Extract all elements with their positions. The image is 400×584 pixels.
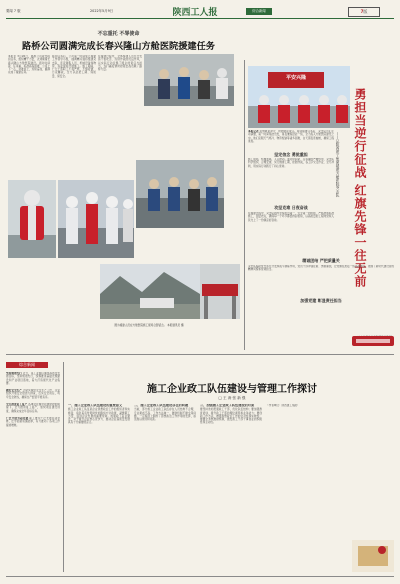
left-item-2-body: 为切实做好安全生产工作，企业组织开展安全隐患大排查，压实安全责任，筑牢安全防线，确保生产经营平稳有序。 — [6, 389, 60, 399]
group-illustration — [58, 180, 134, 258]
feature-divider — [244, 60, 245, 350]
lead-photo-gate — [200, 264, 240, 319]
lead-paragraph-2: 接到任务后，公司第一时间成立援建工作领导小组，抽调精兵强将组建突击队，连夜调集人员、机械设备和物资，奔赴现场开展施工。施工期间，广大干部职工不畏严寒、不惧疫情，日夜鏖战，全力以赴抢工期、保质量、保安全。 — [52, 55, 96, 78]
bottom-column-5 — [332, 404, 394, 536]
lead-photo-group — [58, 180, 134, 258]
left-item-3-title: 全力推进复工复产 — [6, 403, 28, 407]
feature-intro — [248, 130, 334, 150]
lead-caption-bottom: 图为援建人员在方舱医院施工现场合影留念。 本报通讯员 摄 — [114, 324, 184, 327]
lead-photo-site — [136, 160, 224, 228]
site-illustration — [136, 160, 224, 228]
feature-section-4-block — [248, 265, 394, 295]
section-tag: 综合新闻 — [246, 8, 272, 15]
left-item-4-title: 广泛开展劳动竞赛 — [6, 416, 29, 420]
bottom-section-3-heading: 三、加强施工企业政工队伍建设的对策 — [200, 404, 255, 407]
lead-column-3 — [98, 55, 142, 107]
page-label: 版 — [363, 9, 368, 14]
lead-paragraph-3: 在援建过程中，全体参建人员充分发扬不怕吃苦、连续作战的优良作风，以实际行动诠释了国企的责任与担当，为打赢疫情防控阻击战贡献了路桥力量。 — [98, 55, 142, 72]
middle-rule — [6, 354, 394, 355]
bottom-column-2 — [134, 404, 196, 569]
workers-illustration — [144, 54, 234, 106]
left-column-list — [6, 372, 60, 566]
ornament-icon — [352, 336, 394, 346]
feature-section-4-heading: 加强党建 彰显责任担当 — [300, 298, 342, 303]
landscape-illustration — [100, 264, 200, 319]
feature-section-2-heading: 攻坚克难 日夜奋战 — [274, 205, 308, 210]
feature-vertical-title: 勇担当逆行征战 红旗先锋一往无前 — [353, 88, 367, 289]
left-item-4-body: 职工群众广泛开展劳动竞赛，比学赶超氛围浓厚，有力推动了各项工作提质增效。 — [6, 416, 60, 427]
stamp-illustration — [352, 540, 394, 572]
bottom-headline: 施工企业政工队伍建设与管理工作探讨 — [147, 384, 317, 395]
lead-column-2 — [52, 55, 96, 107]
feature-section-3-body: 在援建过程中，突击队始终坚持质量第一、安全第一的原则，严格按照标准施工，层层把关，确保每一个环节都经得起检验，以高质量的工程向党和人民交上了一份满意的答卷。 — [248, 212, 334, 222]
lead-paragraph-1: 本报讯 3月26日，路桥公司紧急接到任务，组织精干力量，火速驰援长春兴隆山方舱医院建设。面对时间紧、任务重、标准高等困难，公司上下一心，迎难而上，连续奋战，圆满完成了援建任务。 — [8, 55, 50, 75]
bottom-illustration — [352, 540, 394, 572]
header-rule — [6, 18, 394, 19]
left-column-header: 综合新闻 — [6, 362, 48, 368]
lead-column-1 — [8, 55, 50, 107]
bottom-section-1-heading: 一、施工企业政工队伍建设的重要意义 — [68, 404, 123, 407]
feature-ornament — [352, 336, 394, 346]
left-item-1-title: 坚持规划先行 — [6, 372, 22, 375]
bottom-byline: □ 王 涛 张 新 强 — [218, 396, 246, 400]
feature-section-3-heading: 精诚团结 严把质量关 — [302, 258, 340, 263]
lead-photo-landscape — [100, 264, 200, 319]
lead-photo-vest-worker — [8, 180, 56, 258]
bottom-section-2-body: 当前，部分施工企业政工队伍存在人员结构不合理、专业素质不高、工作方法单一、激励机制不健全等问题，一定程度上制约了思想政治工作作用的发挥，亟需加以改进和完善。 — [134, 408, 196, 422]
bottom-column-4 — [266, 404, 328, 569]
feature-banner-photo — [248, 66, 350, 128]
feature-section-2-body: 施工现场，机械轰鸣，人头攒动。面对时间紧、任务重的严峻形势，突击队科学组织、合理安排，实行倒排工期，挂图作战，各工序交叉作业，全力冲刺，用实际行动践行了初心使命。 — [248, 158, 334, 168]
lead-headline: 路桥公司圆满完成长春兴隆山方舱医院援建任务 — [22, 41, 215, 52]
bottom-section-1-body: 施工企业政工队伍是企业思想政治工作的组织者和实施者，肩负着宣传贯彻党的路线方针政策、凝聚职工力量、促进企业发展的重要使命。加强政工队伍建设，对于提升企业核心竞争力、推动企业高质量发展具有十分重要的意义。 — [68, 408, 130, 425]
left-item-2 — [6, 389, 60, 399]
feature-section-4-body: 突击队临时党支部充分发挥战斗堡垒作用，党员干部冲锋在前、勇挑重担，让党旗在抗疫一线高高飘扬，展现了新时代建设者的精神风貌和使命担当。 — [248, 265, 394, 272]
left-item-1 — [6, 372, 60, 385]
bottom-rule — [6, 576, 394, 577]
bottom-column-1 — [68, 404, 130, 569]
page-header-date: 2022年5月9日 — [90, 9, 114, 13]
vest-worker-illustration — [8, 180, 56, 258]
bottom-section-3-body: 要坚持选好配强政工干部，优化队伍结构；要加强教育培训，提升政工干部的理论素养和业务能力；要创新工作方法，增强思想政治工作的针对性和实效性；要健全考核激励机制，激发政工干部干事创业的积极性和主动性。 — [200, 408, 262, 425]
lead-kicker: 不忘重托 不辱使命 — [97, 31, 140, 37]
bottom-section-2-heading: 二、施工企业政工队伍建设存在的问题 — [134, 404, 189, 407]
masthead: 陕西工人报 — [172, 8, 218, 18]
feature-byline: 本报记者 — [248, 130, 259, 133]
left-item-3 — [6, 403, 60, 413]
left-item-2-title: 做好安全生产 — [6, 389, 22, 393]
lead-photo-workers — [144, 54, 234, 106]
left-column-divider — [63, 362, 64, 572]
bottom-author-note: （作者单位：陕西建工集团） — [266, 404, 300, 407]
page-number-box — [348, 7, 380, 17]
left-item-3-body: 各单位在做好疫情防控的前提下，全力推进复工复产，加快项目建设进度，确保完成全年目标任务。 — [6, 403, 60, 413]
feature-section-2-block — [248, 158, 334, 200]
feature-section-1-body: 疫情就是命令，防控就是责任。接到援建任务后，突击队员们主动请缨，第一时间集结出发，星夜兼程赶赴一线，全力投入方舱医院建设之中。他们克服天气寒冷、物资短缺等诸多困难，白天黑夜连轴转，确保工程进度。 — [248, 130, 334, 143]
left-item-1-body: 近日，某工业园区围绕高质量发展目标，坚持规划先行，统筹推进基础设施建设和产业项目落地，着力打造现代化产业集群。 — [6, 372, 60, 385]
page-header-left: 要闻 7 版 — [6, 9, 21, 13]
feature-subtitle: ——记陕西建工集团援建方舱医院突击队 — [336, 132, 340, 197]
feature-section-3-block — [248, 212, 334, 256]
left-item-4 — [6, 417, 60, 427]
feature-section-1-heading: 坚定信念 勇挑重担 — [274, 152, 308, 157]
banner-text: 平安兴隆 — [285, 75, 306, 81]
page-number: 7 — [360, 9, 364, 14]
gate-illustration — [200, 264, 240, 319]
bottom-column-3 — [200, 404, 262, 569]
